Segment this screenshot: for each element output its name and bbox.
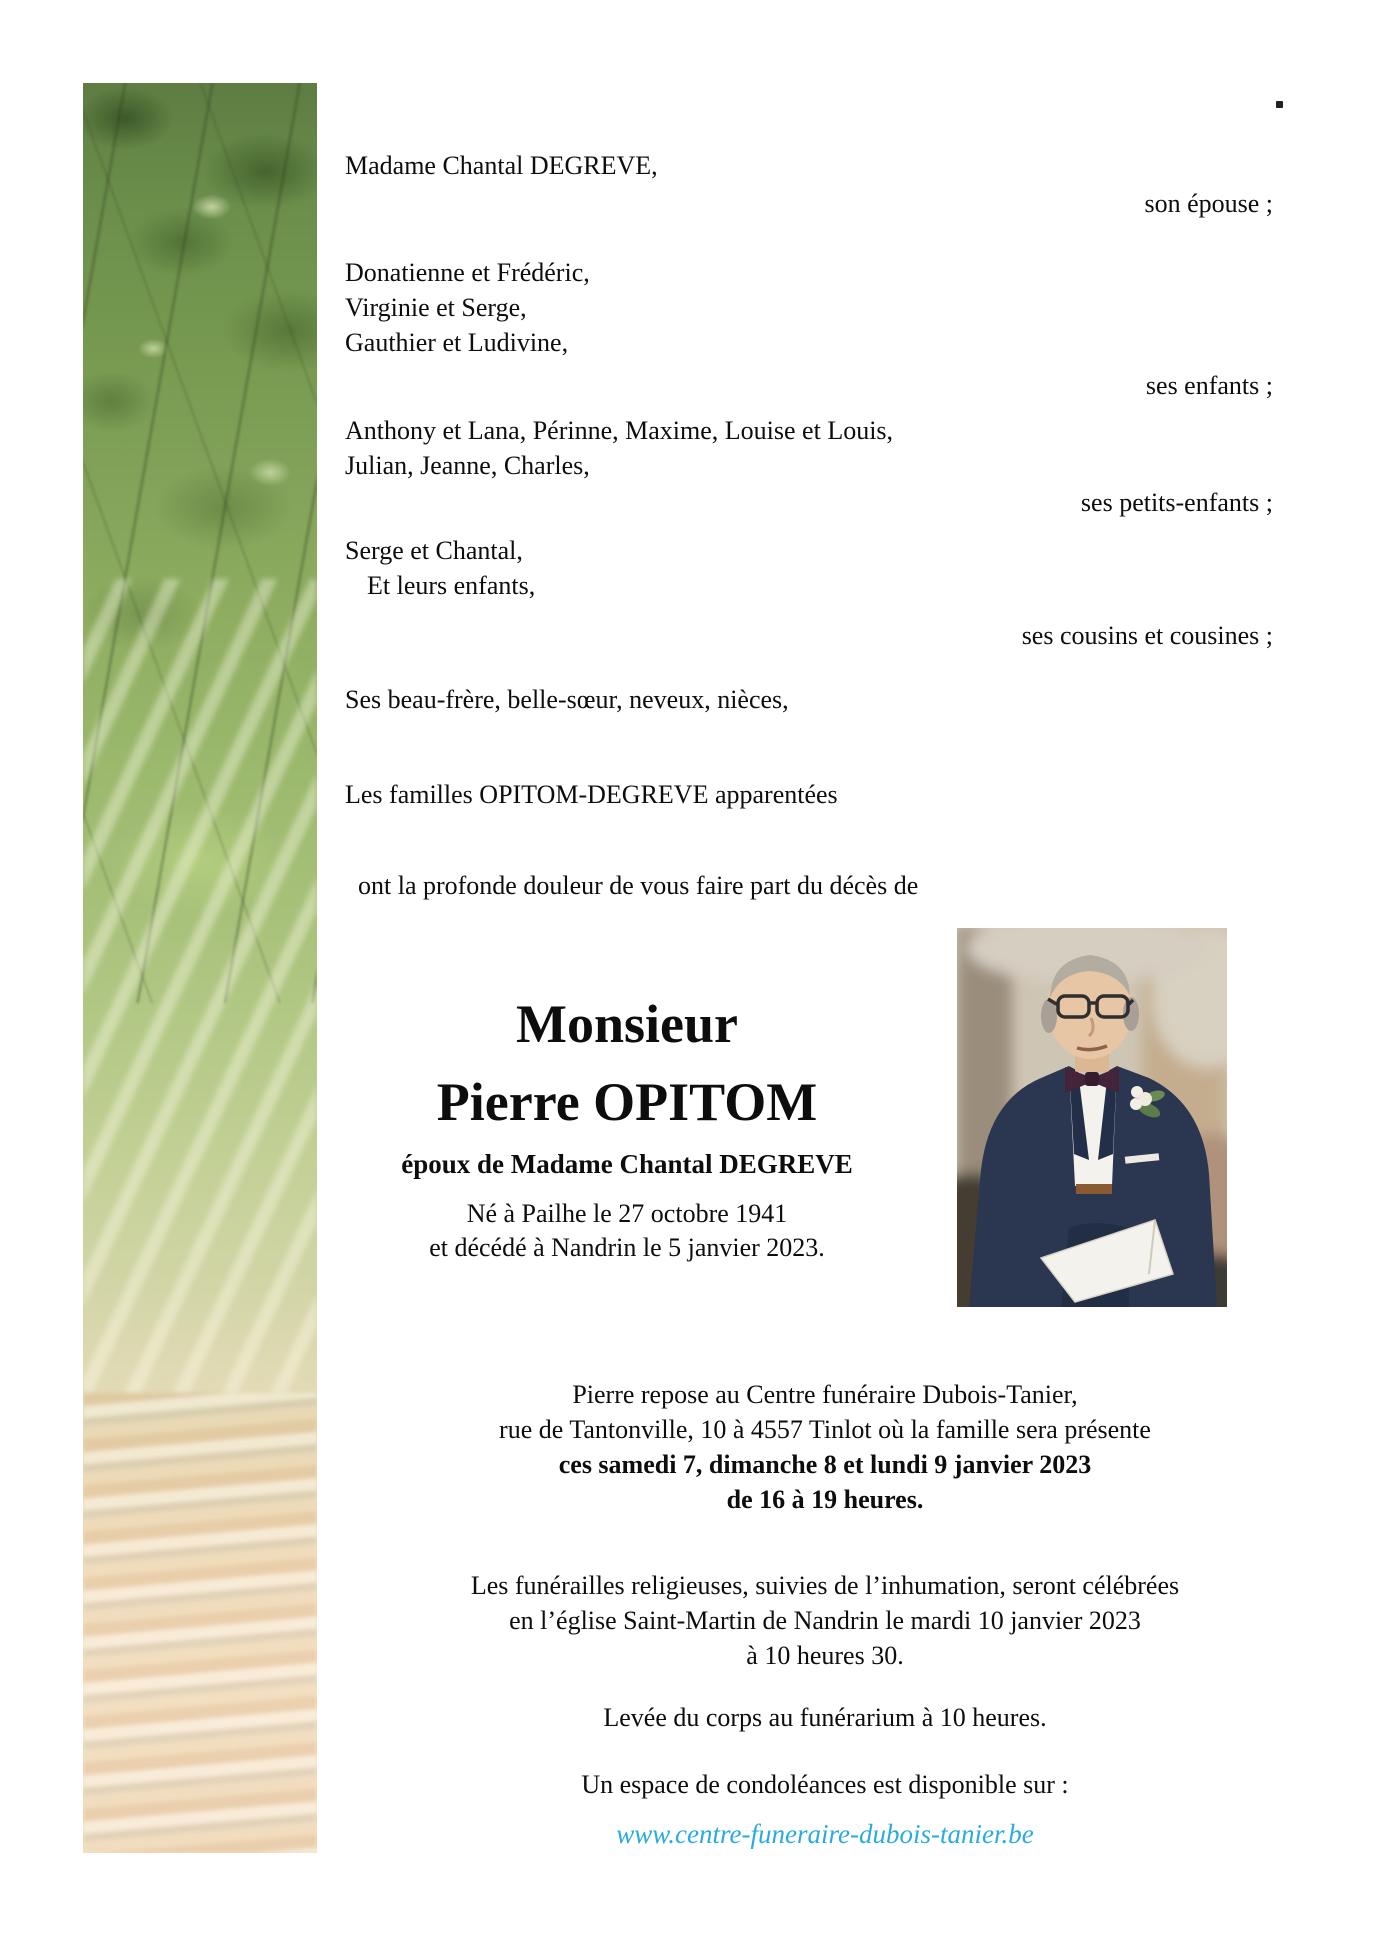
relative-name: Julian, Jeanne, Charles, [345,451,590,480]
relative-name: Donatienne et Frédéric, [345,258,590,287]
relative-name: Et leurs enfants, [367,571,536,600]
relation-label: ses enfants ; [1145,371,1273,400]
portrait-of-deceased-photo [957,928,1227,1307]
funeral-line: Les funérailles religieuses, suivies de l’inhumation, seront célébrées [470,1571,1180,1600]
relative-name: Les familles OPITOM-DEGREVE apparentées [345,780,838,809]
relative-name: Ses beau-frère, belle-sœur, neveux, nièces, [345,685,789,714]
deceased-death-line: et décédé à Nandrin le 5 janvier 2023. [429,1233,825,1262]
relation-label: son épouse ; [1144,189,1273,218]
deceased-title: Monsieur [516,994,738,1054]
relation-label: ses cousins et cousines ; [1021,621,1273,650]
wake-dates: ces samedi 7, dimanche 8 et lundi 9 janvier 2023 [558,1450,1092,1479]
deceased-name: Pierre OPITOM [436,1072,818,1132]
path-texture [83,1393,317,1853]
funeral-line: en l’église Saint-Martin de Nandrin le mardi 10 janvier 2023 [509,1606,1141,1635]
relative-name: Virginie et Serge, [345,293,527,322]
relative-name: Serge et Chantal, [345,536,523,565]
relation-label: ses petits-enfants ; [1080,488,1273,517]
deceased-birth-line: Né à Pailhe le 27 octobre 1941 [466,1199,788,1228]
body-removal-line: Levée du corps au funérarium à 10 heures. [603,1703,1047,1732]
announcement-sentence: ont la profonde douleur de vous faire part du décès de [358,871,919,900]
condolences-website-link[interactable]: www.centre-funeraire-dubois-tanier.be [616,1819,1034,1849]
funeral-time: à 10 heures 30. [746,1641,904,1670]
wake-line: Pierre repose au Centre funéraire Dubois-Tanier, [572,1380,1078,1409]
relative-name: Anthony et Lana, Périnne, Maxime, Louise et Louis, [345,416,894,445]
scan-artifact-dot [1276,101,1283,108]
sun-rays [83,579,317,1393]
deceased-spouse-line: époux de Madame Chantal DEGREVE [401,1149,853,1179]
forest-path-photo [83,83,317,1853]
wake-hours: de 16 à 19 heures. [726,1485,924,1514]
wake-line: rue de Tantonville, 10 à 4557 Tinlot où la famille sera présente [499,1415,1151,1444]
relative-name: Madame Chantal DEGREVE, [345,151,658,180]
relative-name: Gauthier et Ludivine, [345,328,569,357]
condolences-line: Un espace de condoléances est disponible sur : [581,1770,1069,1799]
